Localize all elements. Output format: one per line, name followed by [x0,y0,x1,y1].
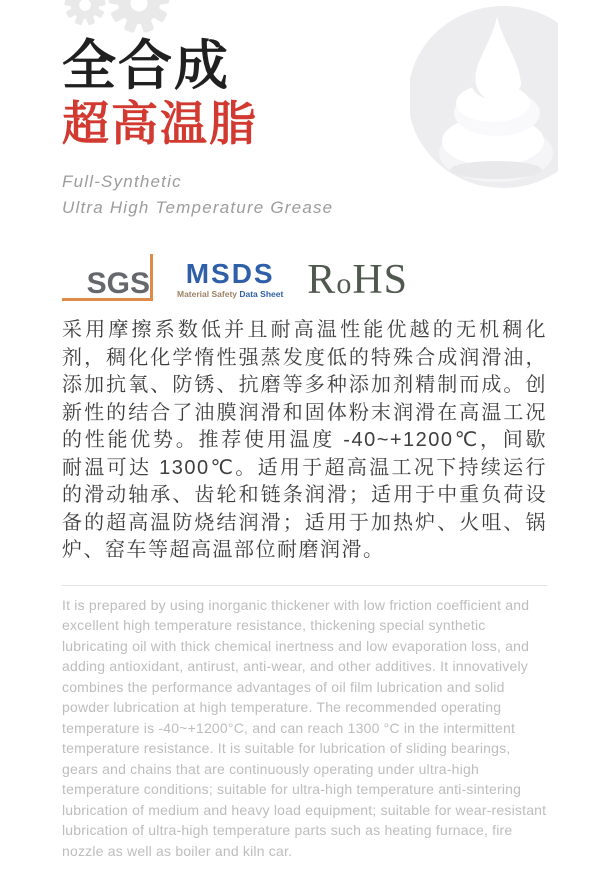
rohs-letter-o: o [336,267,353,301]
sgs-logo-text: SGS [86,267,150,301]
description-chinese: 采用摩擦系数低并且耐高温性能优越的无机稠化剂，稠化化学惰性强蒸发度低的特殊合成润滑油，添加抗氧、防锈、抗磨等多种添加剂精制而成。创新性的结合了油膜润滑和固体粉末润滑在高温工况的性能优势。推荐使用温度 -40~+1200℃，间歇耐温可达 1300℃。适用于超高温工况下持续运行的滑动轴承、齿轮和链条润滑；适用于中重负荷设备的超高温防烧结润滑；适用于加热炉、火咀、锅炉、窑车等超高温部位耐磨润滑。 [62,319,547,562]
msds-logo-text: MSDS [185,258,275,290]
product-title-cn-line2: 超高温脂 [62,97,258,151]
rohs-letters-hs: HS [352,257,409,304]
msds-logo-subtitle [177,289,283,299]
rohs-logo [307,257,409,304]
certification-logos [62,249,547,304]
section-divider [62,585,547,586]
product-title-cn-line1: 全合成 [62,36,230,96]
description-english: It is prepared by using inorganic thickener with low friction coefficient and excellent high temperature resistance, thickening special synthetic lubricating oil with thick chemical inertness and low evaporation loss, and adding antioxidant, antirust, anti-wear, and other additives. It innovatively combines the performance advantages of oil film lubrication and solid powder lubrication at high temperature. The recommended operating temperature is -40~+1200°C, and can reach 1300 °C in the intermittent temperature resistance. It is suitable for lubrication of sliding bearings, gears and chains that are continuously operating under ultra-high temperature conditions; suitable for ultra-high temperature anti-sintering lubrication of medium and heavy load equipment; suitable for wear-resistant lubrication of ultra-high temperature parts such as heating furnace, fire nozzle as well as boiler and kiln car. [62,596,547,859]
subtitle-line2: Ultra High Temperature Grease [62,198,334,218]
product-subtitle-en [62,169,547,221]
sgs-logo [62,254,153,301]
subtitle-line1: Full-Synthetic [62,172,182,192]
msds-logo [177,260,283,301]
msds-subtitle-left: Material Safety [177,289,237,300]
rohs-letter-r: R [307,257,337,304]
msds-subtitle-right: Data Sheet [237,289,284,300]
main-content [62,0,547,875]
